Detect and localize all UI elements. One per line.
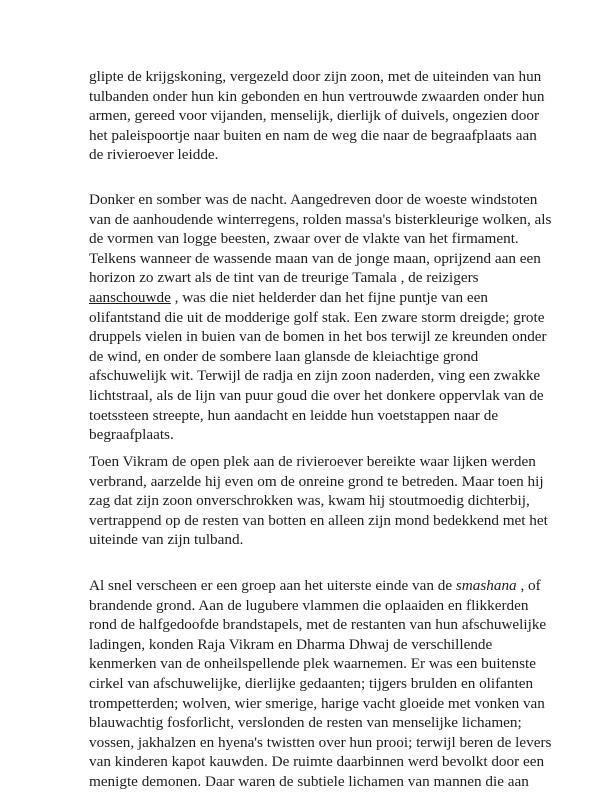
text-line: vossen, jakhalzen en hyena's twistten over hun prooi; terwijl beren de levers (89, 733, 552, 751)
paragraph-2 (89, 190, 552, 445)
text-line: horizon zo zwart als de tint van de treurige Tamala , de reizigers (89, 269, 479, 287)
text-line: menigte demonen. Daar waren de subtiele lichamen van mannen die aan (89, 772, 529, 790)
aanschouwde-link[interactable]: aanschouwde (89, 288, 171, 306)
text-line: de wind, en onder de sombere laan glansde de kleiachtige grond (89, 347, 479, 365)
text-line: tulbanden onder hun kin gebonden en hun vertrouwde zwaarden onder hun (89, 87, 545, 105)
text-line: brandende grond. Aan de lugubere vlammen die oplaaiden en flikkerden (89, 596, 529, 614)
text-line: armen, gereed voor vijanden, menselijk, dierlijk of duivels, ongezien door (89, 107, 540, 125)
text-line: glipte de krijgskoning, vergezeld door zijn zoon, met de uiteinden van hun (89, 68, 542, 85)
text-line: verbrand, aarzelde hij even om de onreine grond te betreden. Maar toen hij (89, 472, 544, 490)
italic-term-smashana: smashana (455, 577, 517, 594)
text-line: druppels vielen in buien van de bomen in het bos terwijl ze kreunden onder (89, 328, 547, 346)
text-line-with-link (89, 288, 529, 308)
text-line: toetssteen streepte, hun aandacht en leidde hun voetstappen naar de (89, 406, 499, 424)
text-line: begraafplaats. (89, 426, 174, 444)
paragraph-3 (89, 452, 548, 550)
paragraph-1 (89, 67, 545, 165)
text-line: Telkens wanneer de wassende maan van de jonge maan, oprijzend aan een (89, 249, 541, 267)
text-segment: , was die niet helderder dan het fijne puntje van een (170, 288, 488, 306)
paragraph-4 (89, 576, 552, 792)
text-line: van kinderen kapot kauwden. De ruimte daarbinnen werd bevolkt door een (89, 753, 545, 771)
text-line: lichtstraal, als de lijn van puur goud die over het donkere oppervlak van de (89, 386, 544, 404)
text-line: trompetterden; wolven, wier smerige, harige vacht gloeide met vonken van (89, 694, 545, 712)
text-line: blauwachtig fosforlicht, verslonden de resten van menselijke lichamen; (89, 714, 522, 732)
text-line: cirkel van afschuwelijke, dierlijke gedaanten; tijgers brulden en olifanten (89, 674, 534, 692)
text-line: van de aanhoudende winterregens, rolden massa's bisterkleurige wolken, als (89, 210, 552, 228)
text-segment: , of (516, 577, 541, 594)
text-line: olifantstand die uit de modderige golf stak. Een zware storm dreigde; grote (89, 308, 545, 326)
text-line: zag dat zijn zoon onverschrokken was, kwam hij stoutmoedig dichterbij, (89, 492, 530, 510)
text-line: rond de halfgedoofde brandstapels, met de restanten van hun afschuwelijke (89, 616, 547, 634)
text-line: kenmerken van de onheilspellende plek waarnemen. Er was een buitenste (89, 655, 537, 673)
text-line-with-italic (89, 576, 541, 596)
text-line: de rivieroever leidde. (89, 146, 219, 164)
text-line: de vormen van logge beesten, zwaar over de vlakte van het firmament. (89, 230, 519, 248)
text-line: Donker en somber was de nacht. Aangedreven door de woeste windstoten (89, 191, 538, 208)
text-line: het paleispoortje naar buiten en nam de weg die naar de begraafplaats aan (89, 126, 537, 144)
text-line: Toen Vikram de open plek aan de rivieroever bereikte waar lijken werden (89, 453, 536, 470)
text-line: afschuwelijk wit. Terwijl de radja en zijn zoon naderden, ving een zwakke (89, 367, 541, 385)
text-line: vertrappend op de resten van botten en alleen zijn mond bedekkend met het (89, 511, 548, 529)
text-line: uiteinde van zijn tulband. (89, 531, 244, 549)
text-line: ladingen, konden Raja Vikram en Dharma Dhwaj de verschillende (89, 635, 493, 653)
text-segment: Al snel verscheen er een groep aan het uiterste einde van de (89, 577, 456, 594)
